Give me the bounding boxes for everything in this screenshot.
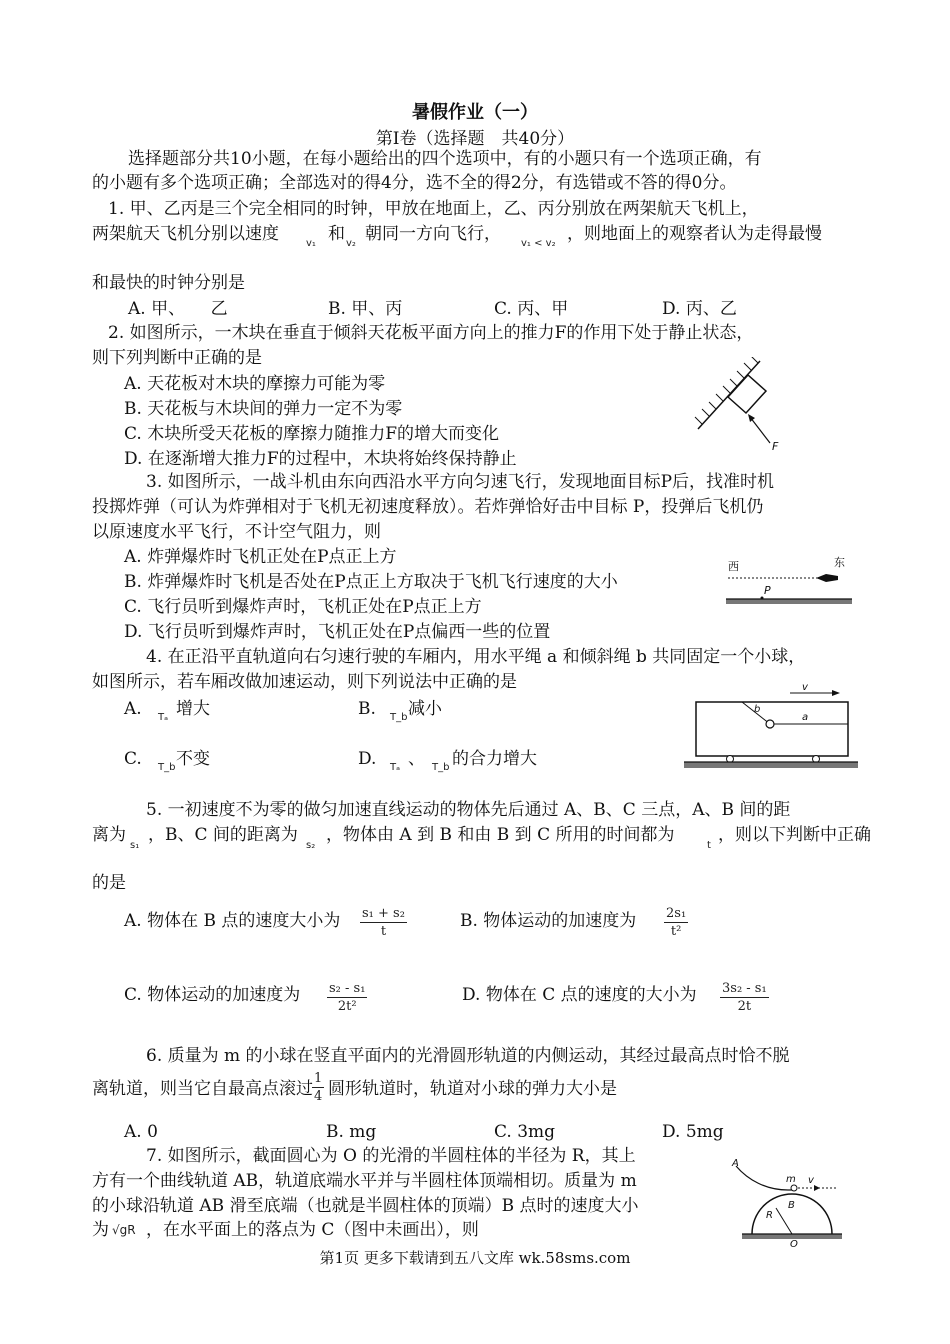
q4-option-c-label: C. xyxy=(124,749,142,769)
q7-label-r: R xyxy=(766,1210,773,1221)
q6-line-2b: 圆形轨道时，轨道对小球的弹力大小是 xyxy=(328,1079,617,1099)
q5-option-b-fraction: $\frac{\text{2s₁}}{\text{t²}}$ xyxy=(666,906,687,939)
q5-s2-symbol: s₂ xyxy=(306,840,316,851)
q4-rope-a-label: a xyxy=(802,712,809,723)
q3-west-label: 西 xyxy=(728,560,739,573)
q3-p-label: P xyxy=(764,584,771,597)
q7-line-3: 的小球沿轨道 AB 滑至底端（也就是半圆柱体的顶端）B 点时的速度大小 xyxy=(92,1196,639,1216)
q2-line-1: 2. 如图所示，一木块在垂直于倾斜天花板平面方向上的推力F的作用下处于静止状态， xyxy=(108,323,754,343)
q2-line-2: 则下列判断中正确的是 xyxy=(92,348,262,368)
q2-option-d: D. 在逐渐增大推力F的过程中，木块将始终保持静止 xyxy=(124,449,517,469)
q1-option-d: D. 丙、乙 xyxy=(662,299,737,319)
q7-line-4a: 为 xyxy=(92,1220,109,1240)
q4-option-d-symbol-1: Tₐ xyxy=(390,762,401,773)
q4-line-2: 如图所示，若车厢改做加速运动，则下列说法中正确的是 xyxy=(92,672,517,692)
intro-line-2: 的小题有多个选项正确；全部选对的得4分，选不全的得2分，有选错或不答的得0分。 xyxy=(92,173,737,193)
q1-line-2d: ，则地面上的观察者认为走得最慢 xyxy=(567,224,822,244)
q7-half-cylinder-figure xyxy=(728,1150,848,1248)
q5-line-2c: ，物体由 A 到 B 和由 B 到 C 所用的时间都为 xyxy=(326,825,675,845)
q6-line-2a: 离轨道，则当它自最高点滚过 xyxy=(92,1079,313,1099)
q7-label-o: O xyxy=(790,1239,798,1248)
q3-option-c: C. 飞行员听到爆炸声时，飞机正处在P点正上方 xyxy=(124,597,482,617)
q1-inequality: v₁ < v₂ xyxy=(521,238,556,249)
q7-line-2: 方有一个曲线轨道 AB，轨道底端水平并与半圆柱体顶端相切。质量为 m xyxy=(92,1171,637,1191)
q1-line-2b: 和 xyxy=(328,224,345,244)
q5-option-b: B. 物体运动的加速度为 xyxy=(460,911,637,931)
q1-line-2a: 两架航天飞机分别以速度 xyxy=(92,224,279,244)
q5-option-d: D. 物体在 C 点的速度的大小为 xyxy=(462,985,697,1005)
q7-label-b: B xyxy=(788,1200,795,1211)
intro-line-1: 选择题部分共10小题，在每小题给出的四个选项中，有的小题只有一个选项正确，有 xyxy=(128,149,762,169)
q2-force-label: F xyxy=(772,440,779,453)
q5-option-d-fraction: $\frac{\text{3s₂ - s₁}}{2t}$ xyxy=(722,981,767,1014)
q1-line-3: 和最快的时钟分别是 xyxy=(92,273,245,293)
q3-option-a: A. 炸弹爆炸时飞机正处在P点正上方 xyxy=(124,547,397,567)
q2-option-c: C. 木块所受天花板的摩擦力随推力F的增大而变化 xyxy=(124,424,500,444)
q4-option-d-label: D. xyxy=(358,749,377,769)
q1-option-a: A. 甲、 乙 xyxy=(128,299,228,319)
q4-option-c-text: 不变 xyxy=(176,749,210,769)
q4-option-d-text: 的合力增大 xyxy=(452,749,537,769)
q5-option-a: A. 物体在 B 点的速度大小为 xyxy=(124,911,341,931)
q7-label-v: v xyxy=(808,1175,814,1186)
q4-option-c-symbol: T_b xyxy=(158,762,176,773)
q4-option-b-label: B. xyxy=(358,699,376,719)
q6-option-b: B. mg xyxy=(326,1122,377,1142)
q3-east-label: 东 xyxy=(834,556,845,569)
q6-option-a: A. 0 xyxy=(124,1122,158,1142)
q5-line-2b: ，B、C 间的距离为 xyxy=(148,825,298,845)
q1-option-c: C. 丙、甲 xyxy=(494,299,569,319)
q5-option-a-fraction: $\frac{\text{s₁ + s₂}}{t}$ xyxy=(362,906,405,939)
section-heading: 第Ⅰ卷（选择题 共40分） xyxy=(375,129,575,149)
q7-label-a: A xyxy=(732,1158,739,1169)
q4-carriage-figure xyxy=(682,680,860,772)
q4-velocity-label: v xyxy=(802,682,808,693)
q4-option-d-symbol-2: T_b xyxy=(432,762,450,773)
q1-v1-symbol: v₁ xyxy=(306,238,316,249)
q7-line-4b: ，在水平面上的落点为 C（图中未画出），则 xyxy=(146,1220,479,1240)
page-title: 暑假作业（一） xyxy=(412,102,538,123)
q3-option-b: B. 炸弹爆炸时飞机是否处在P点正上方取决于飞机飞行速度的大小 xyxy=(124,572,618,592)
q7-line-1: 7. 如图所示，截面圆心为 O 的光滑的半圆柱体的半径为 R，其上 xyxy=(146,1146,636,1166)
q2-ceiling-block-figure xyxy=(688,357,798,457)
q6-option-c: C. 3mg xyxy=(494,1122,556,1142)
q3-line-1: 3. 如图所示，一战斗机由东向西沿水平方向匀速飞行，发现地面目标P后，找准时机 xyxy=(146,472,775,492)
q4-option-b-text: 减小 xyxy=(408,699,442,719)
q3-option-d: D. 飞行员听到爆炸声时，飞机正处在P点偏西一些的位置 xyxy=(124,622,551,642)
q4-option-a-text: 增大 xyxy=(176,699,210,719)
q4-option-d-separator: 、 xyxy=(408,749,425,769)
q1-line-1: 1. 甲、乙丙是三个完全相同的时钟，甲放在地面上，乙、丙分别放在两架航天飞机上， xyxy=(108,199,759,219)
q7-sqrt-gr: √gR xyxy=(112,1223,136,1237)
q4-line-1: 4. 在正沿平直轨道向右匀速行驶的车厢内，用水平绳 a 和倾斜绳 b 共同固定一个小球， xyxy=(146,647,806,667)
q7-label-m: m xyxy=(786,1174,796,1185)
q2-option-a: A. 天花板对木块的摩擦力可能为零 xyxy=(124,374,386,394)
q5-t-symbol: t xyxy=(707,840,711,851)
q4-option-a-label: A. xyxy=(124,699,142,719)
q3-line-3: 以原速度水平飞行，不计空气阻力，则 xyxy=(92,522,381,542)
q1-v2-symbol: v₂ xyxy=(346,238,356,249)
q6-quarter-fraction: $\frac{1}{4}$ xyxy=(314,1071,323,1104)
q5-s1-symbol: s₁ xyxy=(130,840,140,851)
q1-option-b: B. 甲、丙 xyxy=(328,299,403,319)
q3-airplane-figure xyxy=(722,555,858,611)
q5-option-c-fraction: $\frac{\text{s₂ - s₁}}{\text{2t²}}$ xyxy=(329,981,366,1014)
q2-option-b: B. 天花板与木块间的弹力一定不为零 xyxy=(124,399,403,419)
q1-line-2c: 朝同一方向飞行， xyxy=(365,224,501,244)
q4-option-b-symbol: T_b xyxy=(390,712,408,723)
q5-option-c: C. 物体运动的加速度为 xyxy=(124,985,301,1005)
q6-option-d: D. 5mg xyxy=(662,1122,724,1142)
q5-line-2a: 离为 xyxy=(92,825,126,845)
q5-line-3: 的是 xyxy=(92,873,126,893)
q5-line-1: 5. 一初速度不为零的做匀加速直线运动的物体先后通过 A、B、C 三点，A、B 间的距 xyxy=(146,800,791,820)
q6-line-1: 6. 质量为 m 的小球在竖直平面内的光滑圆形轨道的内侧运动，其经过最高点时恰不脱 xyxy=(146,1046,790,1066)
q4-option-a-symbol: Tₐ xyxy=(158,712,169,723)
page-footer: 第1页 更多下载请到五八文库 wk.58sms.com xyxy=(319,1249,631,1267)
q4-rope-b-label: b xyxy=(754,704,761,715)
q3-line-2: 投掷炸弹（可认为炸弹相对于飞机无初速度释放）。若炸弹恰好击中目标 P，投弹后飞机仍 xyxy=(92,497,764,517)
q5-line-2d: ，则以下判断中正确 xyxy=(718,825,871,845)
